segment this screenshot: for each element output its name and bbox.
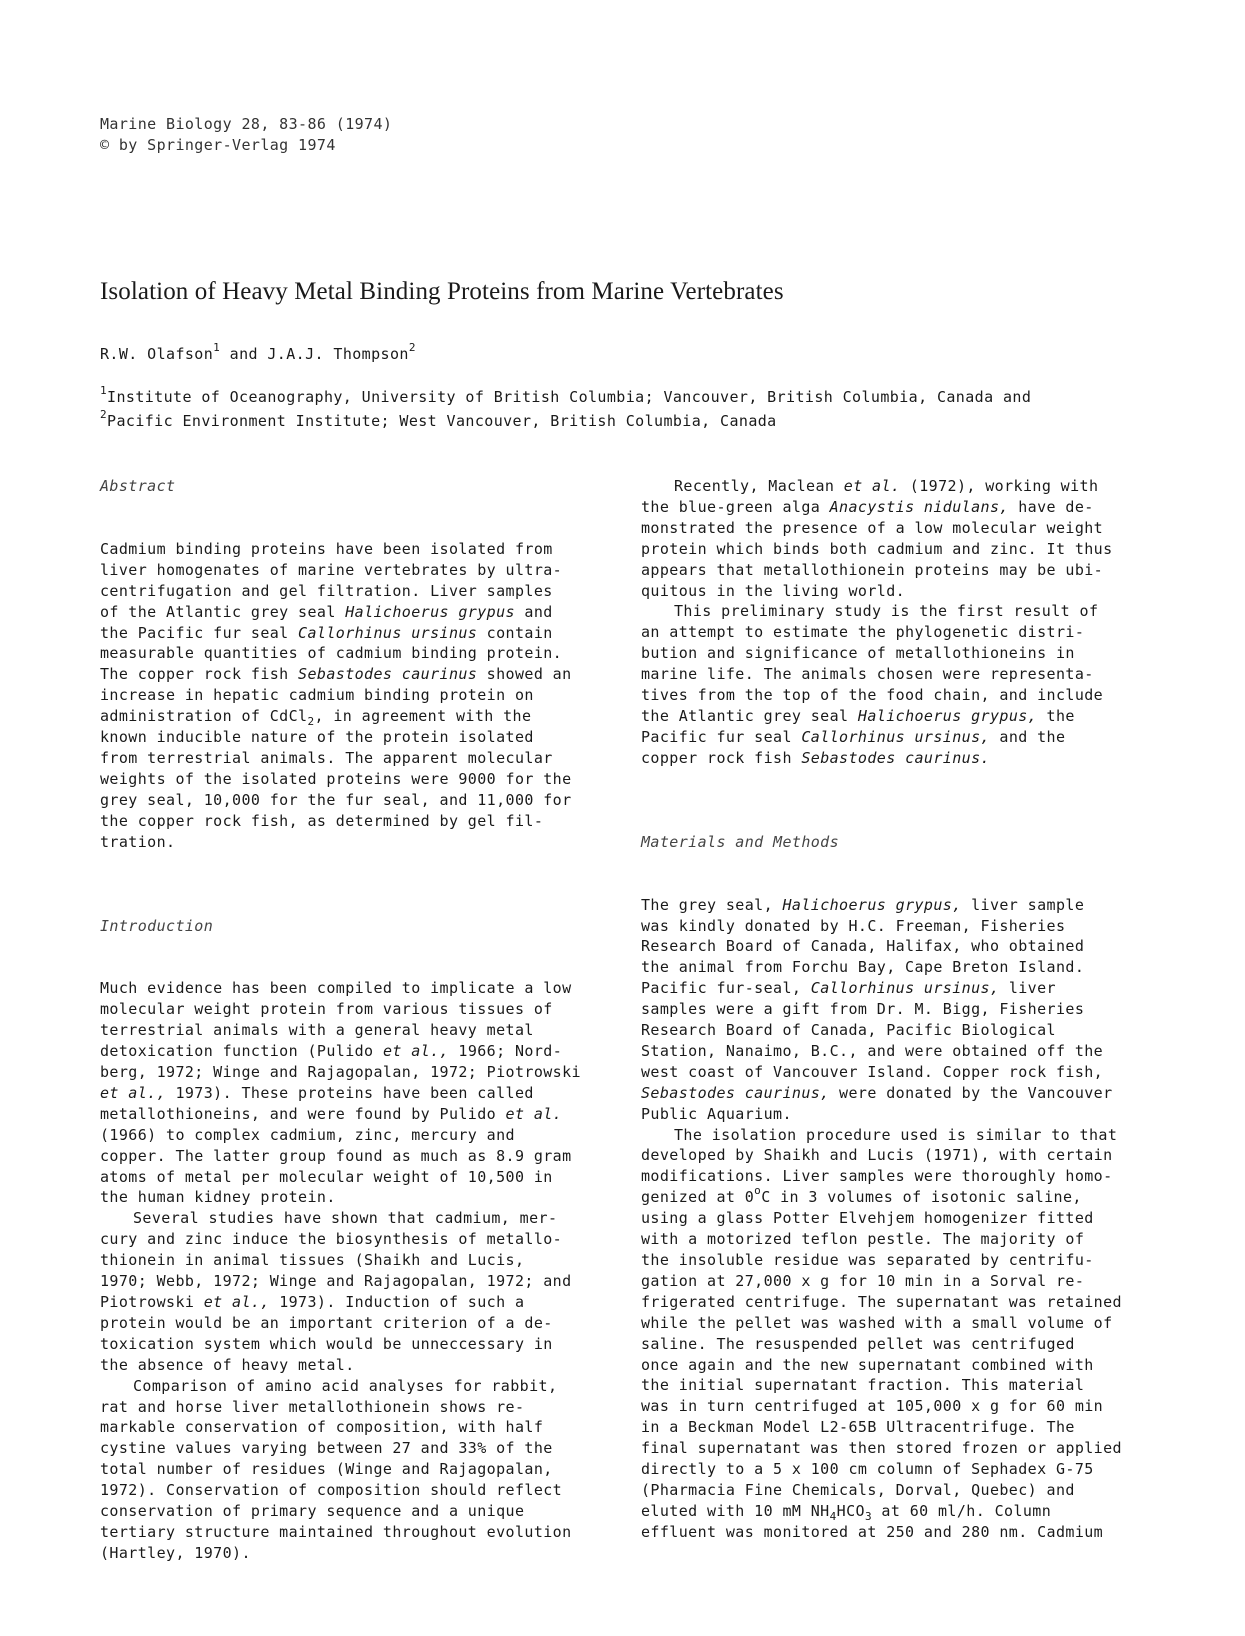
- species-name: Callorhinus ursinus,: [801, 727, 990, 746]
- copyright-line: © by Springer-Verlag 1974: [100, 136, 336, 154]
- affiliation-text: Pacific Environment Institute; West Vancouver, British Columbia, Canada: [107, 412, 777, 430]
- text-run: showed an increase in hepatic cadmium binding protein on administration of CdCl: [100, 665, 572, 726]
- text-run: the Pacific fur seal: [641, 706, 1075, 746]
- affiliation-line: [100, 409, 1031, 433]
- author-line: [100, 341, 416, 363]
- affiliation-marker: 1: [213, 341, 221, 354]
- text-run: 1966; Nord- berg, 1972; Winge and Rajagopalan, 1972; Piotrowski: [100, 1042, 581, 1082]
- citation-etal: et al.: [505, 1104, 563, 1123]
- species-name: Sebastodes caurinus.: [801, 748, 990, 767]
- citation-etal: et al.,: [100, 1083, 167, 1102]
- text-run: 1973). These proteins have been called metallothioneins, and were found by Pulido: [100, 1083, 534, 1123]
- left-column: [100, 476, 610, 1564]
- species-name: Callorhinus ursinus,: [810, 979, 1000, 998]
- author-name: R.W. Olafson: [100, 345, 214, 363]
- text-run: , in agreement with the known inducible nature of the protein isolated from terrestrial animals. The apparent molecular weights of the isolated proteins were 9000 for the grey seal, 10,000 for the fur seal, and 11,000 for the copper rock fish, as determined by gel fil- tration.: [100, 707, 572, 851]
- species-name: Anacystis nidulans,: [829, 497, 1009, 516]
- right-column: [641, 476, 1151, 1543]
- text-run: This preliminary study is the first result of an attempt to estimate the phylogenetic distri- bution and significance of metallothioneins in marine life. The animals chosen were representa- tives from the top of the food chain, and include the Atlantic grey seal: [641, 602, 1104, 725]
- introduction-paragraph: Comparison of amino acid analyses for rabbit, rat and horse liver metallothionein shows re- markable conservation of composition, with half cystine values varying between 27 and 33% of the total number of residues (Winge and Rajagopalan, 1972). Conservation of composition should reflect conservation of primary sequence and a unique tertiary structure maintained throughout evolution (Hartley, 1970).: [100, 1376, 572, 1562]
- introduction-paragraph: [100, 1208, 610, 1375]
- journal-citation-block: [100, 114, 392, 156]
- affiliation-text: Institute of Oceanography, University of British Columbia; Vancouver, British Columbia, Canada and: [107, 388, 1032, 406]
- intro-continued-paragraph: [641, 601, 1151, 768]
- text-run: Cadmium binding proteins have been isolated from liver homogenates of marine vertebrates by ultra- centrifugation and gel filtration. Liver samples of the Atlantic grey seal: [100, 539, 563, 621]
- author-conjunction: and: [229, 345, 258, 363]
- species-name: Halichoerus grypus: [345, 602, 515, 621]
- introduction-paragraph: [100, 978, 610, 1208]
- introduction-heading: Introduction: [100, 916, 214, 935]
- text-run: C in 3 volumes of isotonic saline, using a glass Potter Elvehjem homogenizer fitted with a motorized teflon pestle. The majority of the insoluble residue was separated by centrifu- gation at 27,000 x g for 10 min in a Sorval re- frigerated centrifuge. The supernatant was retained while the pellet was washed with a small volume of saline. The resuspended pellet was centrifuged once again and the new supernatant combined with the initial supernatant fraction. This material was in turn centrifuged at 105,000 x g for 60 min in a Beckman Model L2-65B Ultracentrifuge. The final supernatant was then stored frozen or applied directly to a 5 x 100 cm column of Sephadex G-75 (Pharmacia Fine Chemicals, Dorval, Quebec) and eluted with 10 mM NH: [641, 1188, 1122, 1520]
- affiliation-marker: 1: [100, 384, 108, 397]
- affiliation-line: [100, 385, 1031, 409]
- affiliation-marker: 2: [100, 408, 108, 421]
- text-run: The grey seal,: [641, 895, 783, 914]
- species-name: Sebastodes caurinus,: [641, 1083, 830, 1102]
- affiliation-marker: 2: [408, 341, 416, 354]
- citation-etal: et al.,: [382, 1042, 449, 1061]
- methods-heading: Materials and Methods: [641, 832, 840, 851]
- abstract-paragraph: [100, 539, 610, 853]
- author-name: J.A.J. Thompson: [267, 345, 409, 363]
- citation-etal: et al.,: [203, 1293, 270, 1311]
- journal-citation: Marine Biology 28, 83-86 (1974): [100, 115, 393, 133]
- text-run: 1973). Induction of such a protein would be an important criterion of a de- toxication system which would be unneccessary in the absence of heavy metal.: [100, 1293, 553, 1374]
- species-name: Halichoerus grypus,: [782, 895, 962, 914]
- text-run: and the copper rock fish: [641, 727, 1066, 767]
- intro-continued-paragraph: [641, 476, 1151, 601]
- text-run: contain measurable quantities of cadmium binding protein. The copper rock fish: [100, 623, 563, 684]
- text-run: Much evidence has been compiled to implicate a low molecular weight protein from various tissues of terrestrial animals with a general heavy metal detoxication function (Pulido: [100, 979, 572, 1061]
- text-run: were donated by the Vancouver Public Aquarium.: [641, 1083, 1113, 1123]
- text-run: have de- monstrated the presence of a low molecular weight protein which binds both cadmium and zinc. It thus appears that metallothionein proteins may be ubi- quitous in the living world.: [641, 497, 1113, 600]
- text-run: at 60 ml/h. Column effluent was monitored at 250 and 280 nm. Cadmium: [641, 1501, 1104, 1541]
- methods-paragraph: [641, 1125, 1151, 1543]
- species-name: Sebastodes caurinus: [298, 665, 478, 684]
- text-run: Several studies have shown that cadmium, mer- cury and zinc induce the biosynthesis of metallo- thionein in animal tissues (Shaikh and Lucis, 1970; Webb, 1972; Winge and Rajagopalan, 1972; and Piotrowski: [100, 1209, 572, 1311]
- species-name: Callorhinus ursinus: [298, 623, 478, 642]
- abstract-heading: Abstract: [100, 477, 176, 495]
- subscript: 4: [829, 1509, 837, 1523]
- subscript: 3: [864, 1509, 872, 1523]
- text-run: and the Pacific fur seal: [100, 602, 553, 642]
- methods-paragraph: [641, 895, 1151, 1125]
- text-run: (1972), working with the blue-green alga: [641, 477, 1099, 516]
- text-run: liver samples were a gift from Dr. M. Bigg, Fisheries Research Board of Canada, Pacific Biological Station, Nanaimo, B.C., and were obtained off the west coast of Vancouver Island. Copper rock fish,: [641, 979, 1104, 1081]
- text-run: HCO: [836, 1501, 865, 1520]
- species-name: Halichoerus grypus,: [857, 706, 1038, 725]
- paper-title: Isolation of Heavy Metal Binding Proteins from Marine Vertebrates: [100, 278, 784, 305]
- degree-superscript: o: [754, 1184, 762, 1198]
- text-run: The isolation procedure used is similar to that developed by Shaikh and Lucis (1971), with certain modifications. Liver samples were thoroughly homo- genized at 0: [641, 1125, 1118, 1207]
- affiliations: [100, 385, 1031, 433]
- citation-etal: et al.: [843, 477, 901, 495]
- text-run: liver sample was kindly donated by H.C. Freeman, Fisheries Research Board of Canada, Halifax, who obtained the animal from Forchu Bay, Cape Breton Island. Pacific fur-seal,: [641, 895, 1085, 998]
- subscript: 2: [307, 715, 315, 729]
- text-run: (1966) to complex cadmium, zinc, mercury and copper. The latter group found as much as 8.9 gram atoms of metal per molecular weight of 10,500 in the human kidney protein.: [100, 1125, 572, 1207]
- text-run: Recently, Maclean: [674, 477, 844, 495]
